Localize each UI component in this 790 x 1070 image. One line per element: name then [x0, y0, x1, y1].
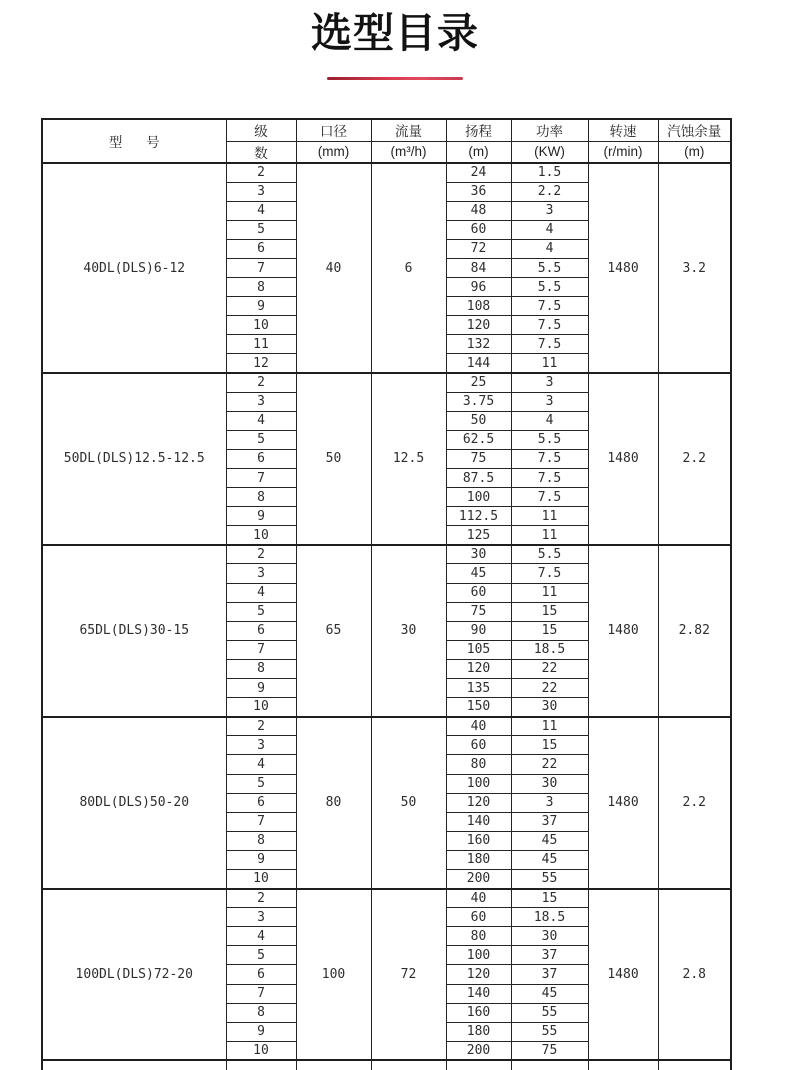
col-header-stages: 级	[226, 119, 296, 141]
stage-cell: 2	[226, 717, 296, 736]
head-cell: 100	[446, 488, 511, 507]
power-cell: 3	[511, 201, 588, 220]
header-row-names	[42, 119, 731, 141]
power-cell: 7.5	[511, 335, 588, 354]
power-cell: 37	[511, 965, 588, 984]
empty-cell	[588, 1060, 658, 1070]
stage-cell: 6	[226, 793, 296, 812]
stage-cell: 4	[226, 201, 296, 220]
model-cell: 80DL(DLS)50-20	[42, 717, 226, 889]
flow-cell: 30	[371, 545, 446, 717]
stage-cell: 2	[226, 889, 296, 908]
stage-cell: 9	[226, 850, 296, 869]
head-cell: 84	[446, 258, 511, 277]
power-cell: 30	[511, 698, 588, 717]
col-unit-power: (KW)	[511, 141, 588, 163]
stage-cell: 10	[226, 526, 296, 545]
power-cell: 22	[511, 659, 588, 678]
power-cell: 37	[511, 946, 588, 965]
power-cell: 7.5	[511, 488, 588, 507]
stage-cell: 12	[226, 354, 296, 373]
stage-cell: 5	[226, 774, 296, 793]
speed-cell: 1480	[588, 545, 658, 717]
power-cell: 5.5	[511, 545, 588, 564]
head-cell: 62.5	[446, 430, 511, 449]
empty-cell	[226, 1060, 296, 1070]
npsh-cell: 2.82	[658, 545, 731, 717]
stage-cell: 7	[226, 258, 296, 277]
stage-cell: 8	[226, 659, 296, 678]
head-cell: 75	[446, 449, 511, 468]
power-cell: 7.5	[511, 564, 588, 583]
head-cell: 80	[446, 755, 511, 774]
head-cell: 120	[446, 659, 511, 678]
power-cell: 45	[511, 850, 588, 869]
npsh-cell: 2.8	[658, 889, 731, 1061]
head-cell: 150	[446, 698, 511, 717]
power-cell: 30	[511, 774, 588, 793]
power-cell: 1.5	[511, 163, 588, 182]
table-body	[42, 163, 731, 1070]
power-cell: 75	[511, 1041, 588, 1060]
power-cell: 15	[511, 889, 588, 908]
power-cell: 22	[511, 755, 588, 774]
empty-cell	[511, 1060, 588, 1070]
page-title: 选型目录	[311, 10, 479, 56]
flow-cell: 12.5	[371, 373, 446, 545]
col-unit-speed: (r/min)	[588, 141, 658, 163]
head-cell: 30	[446, 545, 511, 564]
col-header-npsh: 汽蚀余量	[658, 119, 731, 141]
power-cell: 7.5	[511, 316, 588, 335]
stage-cell: 9	[226, 297, 296, 316]
head-cell: 140	[446, 812, 511, 831]
stage-cell: 6	[226, 965, 296, 984]
power-cell: 45	[511, 984, 588, 1003]
power-cell: 55	[511, 1003, 588, 1022]
diameter-cell: 100	[296, 889, 371, 1061]
empty-cell	[658, 1060, 731, 1070]
speed-cell: 1480	[588, 889, 658, 1061]
stage-cell: 11	[226, 335, 296, 354]
power-cell: 7.5	[511, 297, 588, 316]
head-cell: 80	[446, 927, 511, 946]
stage-cell: 4	[226, 755, 296, 774]
head-cell: 180	[446, 1022, 511, 1041]
stage-cell: 8	[226, 1003, 296, 1022]
power-cell: 5.5	[511, 430, 588, 449]
power-cell: 4	[511, 239, 588, 258]
power-cell: 4	[511, 220, 588, 239]
npsh-cell: 2.2	[658, 717, 731, 889]
col-unit-flow: (m³/h)	[371, 141, 446, 163]
head-cell: 40	[446, 889, 511, 908]
col-unit-diameter: (mm)	[296, 141, 371, 163]
power-cell: 4	[511, 411, 588, 430]
head-cell: 25	[446, 373, 511, 392]
power-cell: 11	[511, 717, 588, 736]
model-cell: 50DL(DLS)12.5-12.5	[42, 373, 226, 545]
model-cell: 65DL(DLS)30-15	[42, 545, 226, 717]
head-cell: 60	[446, 908, 511, 927]
head-cell: 60	[446, 220, 511, 239]
stage-cell: 9	[226, 679, 296, 698]
stage-cell: 2	[226, 163, 296, 182]
diameter-cell: 80	[296, 717, 371, 889]
model-cell: 40DL(DLS)6-12	[42, 163, 226, 373]
stage-cell: 3	[226, 564, 296, 583]
npsh-cell: 2.2	[658, 373, 731, 545]
head-cell: 135	[446, 679, 511, 698]
stage-cell: 4	[226, 411, 296, 430]
stage-cell: 5	[226, 946, 296, 965]
power-cell: 22	[511, 679, 588, 698]
stage-cell: 6	[226, 239, 296, 258]
stage-cell: 10	[226, 316, 296, 335]
stage-cell: 5	[226, 602, 296, 621]
stage-cell: 7	[226, 640, 296, 659]
table-row	[42, 889, 731, 908]
head-cell: 75	[446, 602, 511, 621]
power-cell: 11	[511, 526, 588, 545]
stage-cell: 2	[226, 545, 296, 564]
head-cell: 100	[446, 946, 511, 965]
head-cell: 144	[446, 354, 511, 373]
col-unit-head: (m)	[446, 141, 511, 163]
power-cell: 55	[511, 869, 588, 888]
empty-cell	[371, 1060, 446, 1070]
power-cell: 11	[511, 507, 588, 526]
col-unit-npsh: (m)	[658, 141, 731, 163]
table-row	[42, 545, 731, 564]
flow-cell: 6	[371, 163, 446, 373]
power-cell: 7.5	[511, 449, 588, 468]
head-cell: 105	[446, 640, 511, 659]
stage-cell: 5	[226, 430, 296, 449]
head-cell: 40	[446, 717, 511, 736]
stage-cell: 7	[226, 469, 296, 488]
head-cell: 72	[446, 239, 511, 258]
stage-cell: 10	[226, 869, 296, 888]
head-cell: 60	[446, 583, 511, 602]
power-cell: 37	[511, 812, 588, 831]
head-cell: 140	[446, 984, 511, 1003]
diameter-cell: 40	[296, 163, 371, 373]
col-unit-stages: 数	[226, 141, 296, 163]
speed-cell: 1480	[588, 163, 658, 373]
diameter-cell: 65	[296, 545, 371, 717]
head-cell: 180	[446, 850, 511, 869]
npsh-cell: 3.2	[658, 163, 731, 373]
head-cell: 120	[446, 316, 511, 335]
table-row	[42, 163, 731, 182]
head-cell: 160	[446, 831, 511, 850]
head-cell: 87.5	[446, 469, 511, 488]
table-row-clipped	[42, 1060, 731, 1070]
power-cell: 3	[511, 392, 588, 411]
stage-cell: 3	[226, 736, 296, 755]
col-header-flow: 流量	[371, 119, 446, 141]
table-row	[42, 373, 731, 392]
power-cell: 3	[511, 373, 588, 392]
head-cell: 3.75	[446, 392, 511, 411]
flow-cell: 72	[371, 889, 446, 1061]
head-cell: 120	[446, 965, 511, 984]
power-cell: 7.5	[511, 469, 588, 488]
stage-cell: 3	[226, 908, 296, 927]
head-cell: 50	[446, 411, 511, 430]
stage-cell: 4	[226, 927, 296, 946]
empty-cell	[42, 1060, 226, 1070]
flow-cell: 50	[371, 717, 446, 889]
speed-cell: 1480	[588, 373, 658, 545]
stage-cell: 7	[226, 812, 296, 831]
speed-cell: 1480	[588, 717, 658, 889]
power-cell: 15	[511, 736, 588, 755]
stage-cell: 8	[226, 488, 296, 507]
table-row	[42, 717, 731, 736]
head-cell: 125	[446, 526, 511, 545]
stage-cell: 8	[226, 831, 296, 850]
power-cell: 45	[511, 831, 588, 850]
head-cell: 200	[446, 1041, 511, 1060]
power-cell: 3	[511, 793, 588, 812]
head-cell: 60	[446, 736, 511, 755]
col-header-head: 扬程	[446, 119, 511, 141]
power-cell: 11	[511, 354, 588, 373]
stage-cell: 2	[226, 373, 296, 392]
power-cell: 15	[511, 621, 588, 640]
stage-cell: 10	[226, 1041, 296, 1060]
stage-cell: 3	[226, 182, 296, 201]
stage-cell: 9	[226, 1022, 296, 1041]
title-underline-accent	[327, 77, 463, 80]
power-cell: 15	[511, 602, 588, 621]
col-header-model: 型 号	[42, 119, 226, 163]
col-header-speed: 转速	[588, 119, 658, 141]
empty-cell	[296, 1060, 371, 1070]
stage-cell: 7	[226, 984, 296, 1003]
stage-cell: 6	[226, 621, 296, 640]
head-cell: 120	[446, 793, 511, 812]
power-cell: 30	[511, 927, 588, 946]
head-cell: 45	[446, 564, 511, 583]
head-cell: 48	[446, 201, 511, 220]
head-cell: 100	[446, 774, 511, 793]
head-cell: 160	[446, 1003, 511, 1022]
col-header-power: 功率	[511, 119, 588, 141]
power-cell: 5.5	[511, 258, 588, 277]
table-header	[42, 119, 731, 163]
stage-cell: 6	[226, 449, 296, 468]
stage-cell: 4	[226, 583, 296, 602]
pump-selection-table	[41, 118, 732, 1070]
power-cell: 5.5	[511, 278, 588, 297]
head-cell: 90	[446, 621, 511, 640]
power-cell: 18.5	[511, 908, 588, 927]
power-cell: 2.2	[511, 182, 588, 201]
power-cell: 11	[511, 583, 588, 602]
empty-cell	[446, 1060, 511, 1070]
stage-cell: 9	[226, 507, 296, 526]
model-cell: 100DL(DLS)72-20	[42, 889, 226, 1061]
head-cell: 200	[446, 869, 511, 888]
head-cell: 96	[446, 278, 511, 297]
diameter-cell: 50	[296, 373, 371, 545]
head-cell: 132	[446, 335, 511, 354]
stage-cell: 5	[226, 220, 296, 239]
stage-cell: 8	[226, 278, 296, 297]
power-cell: 18.5	[511, 640, 588, 659]
stage-cell: 3	[226, 392, 296, 411]
head-cell: 36	[446, 182, 511, 201]
col-header-diameter: 口径	[296, 119, 371, 141]
head-cell: 24	[446, 163, 511, 182]
power-cell: 55	[511, 1022, 588, 1041]
head-cell: 108	[446, 297, 511, 316]
head-cell: 112.5	[446, 507, 511, 526]
stage-cell: 10	[226, 698, 296, 717]
